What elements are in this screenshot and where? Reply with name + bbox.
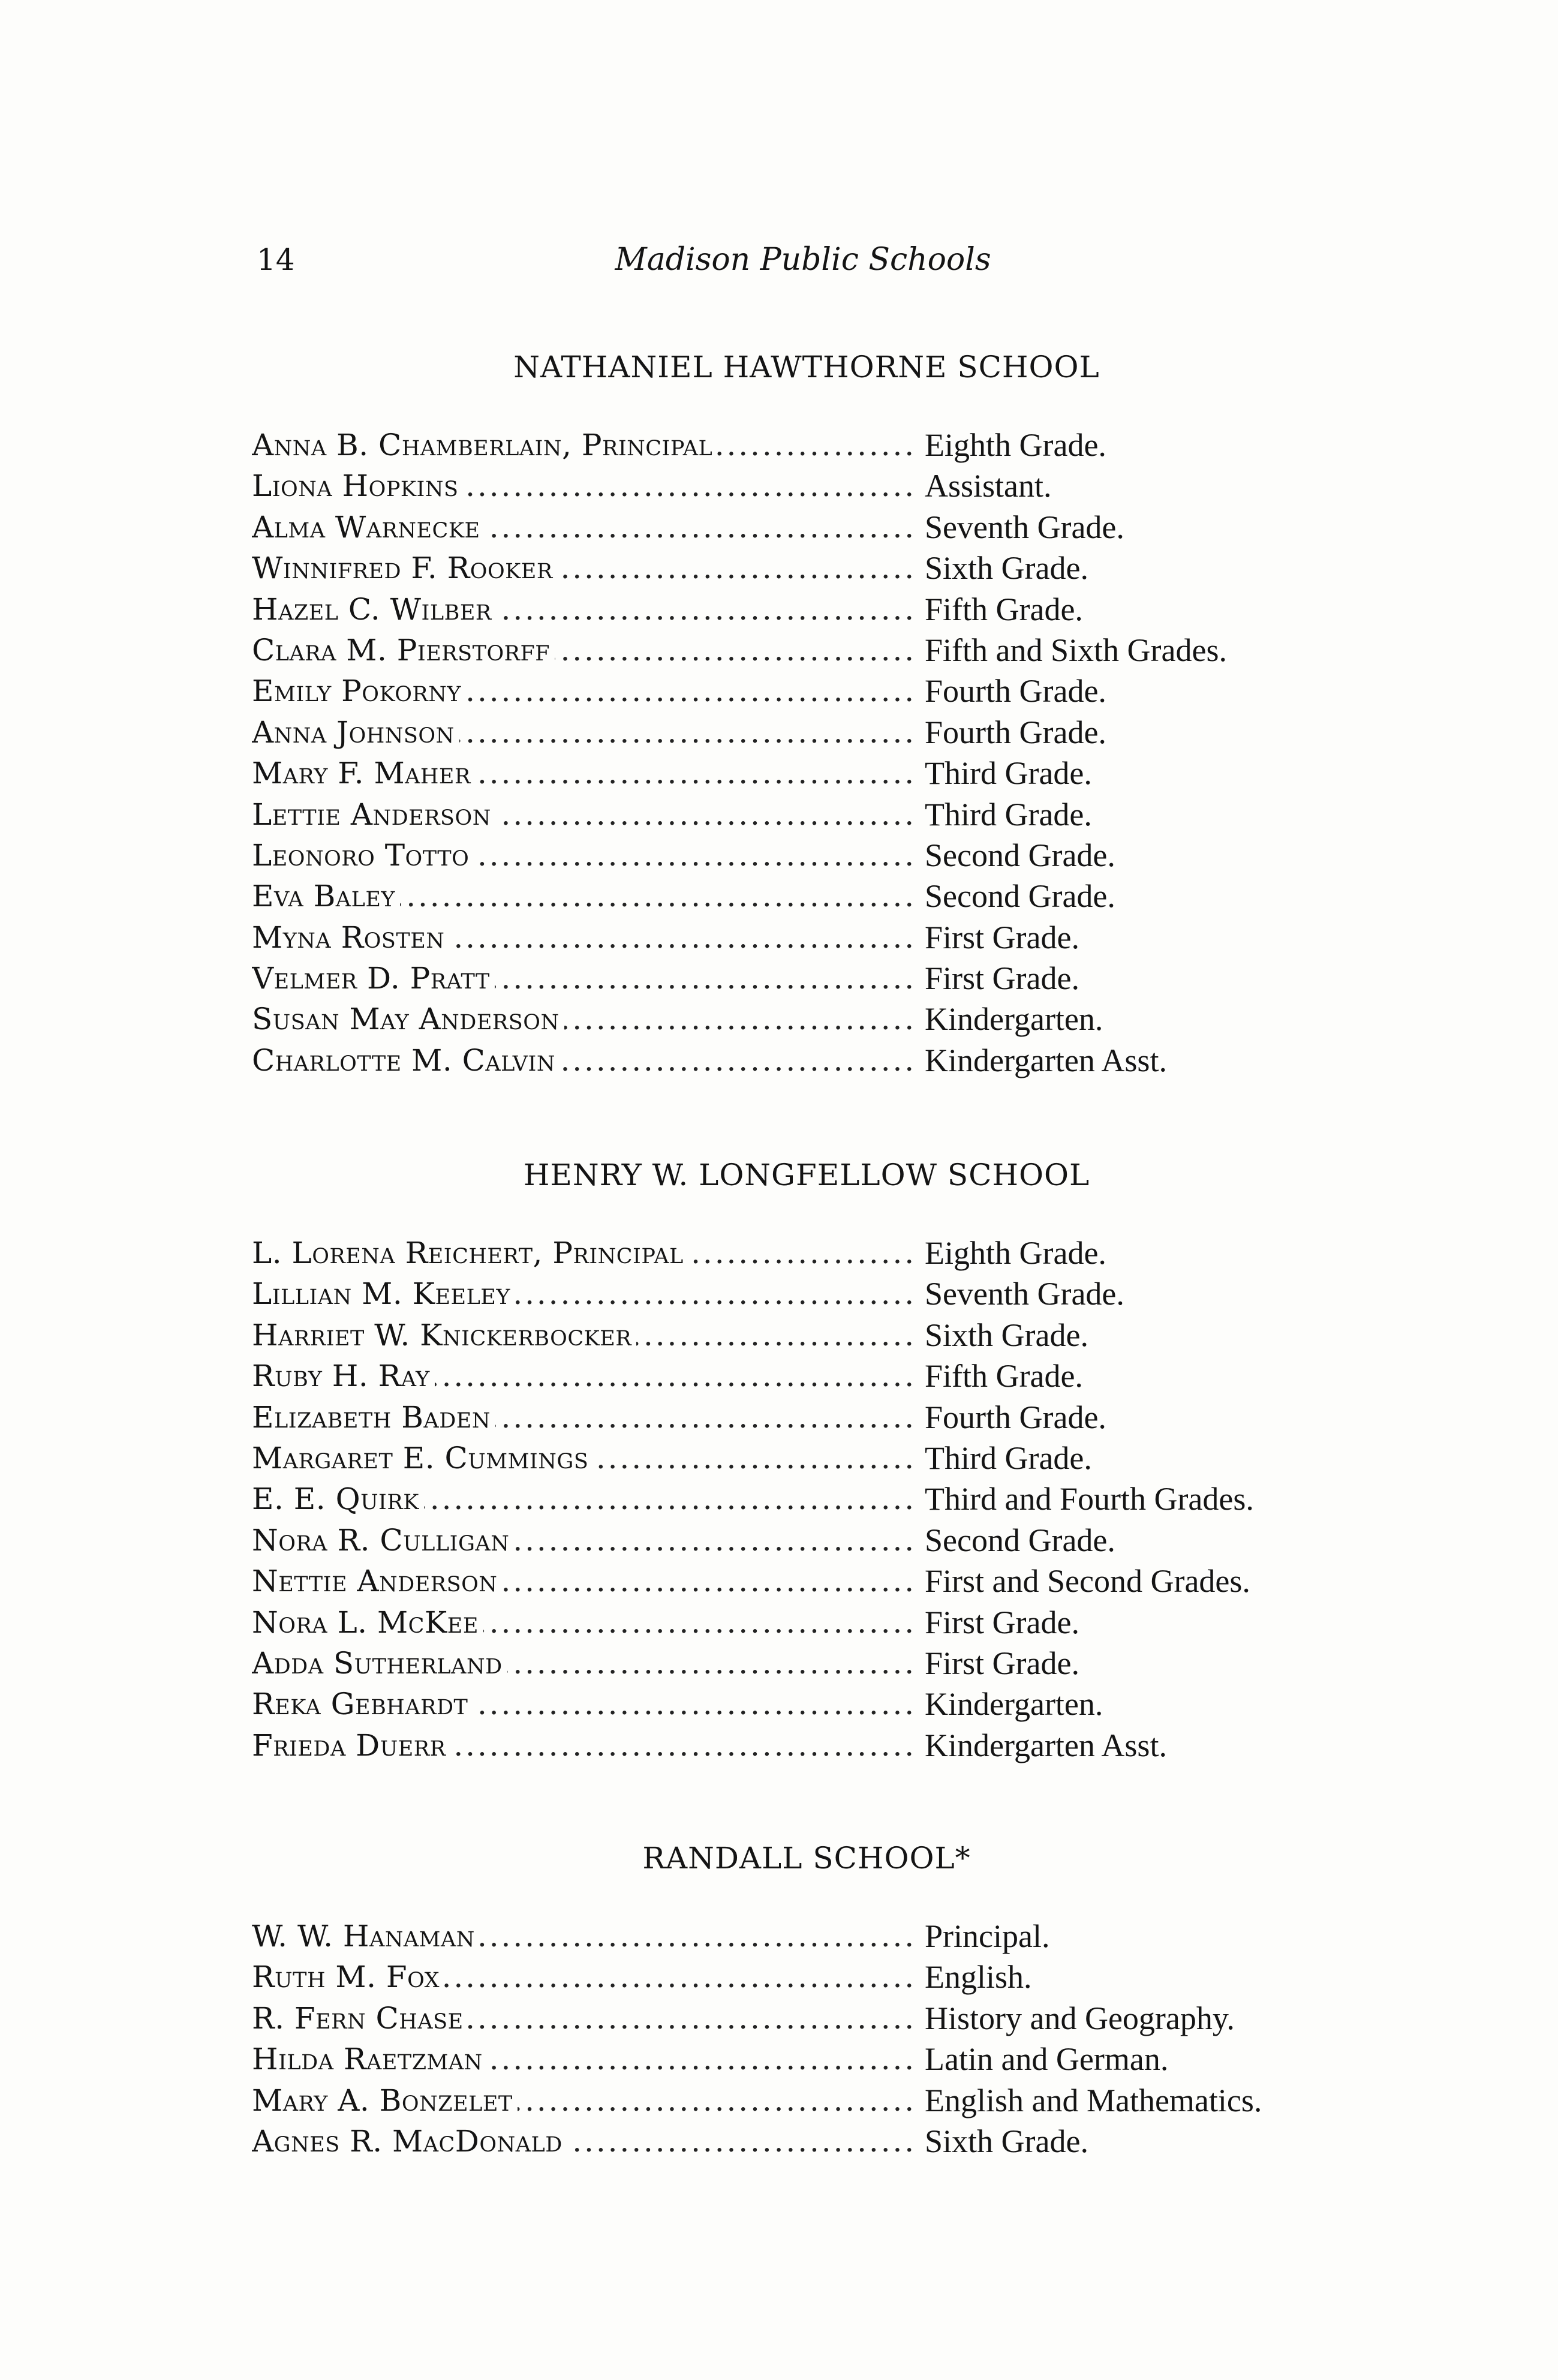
- staff-name-cell: [252, 1520, 919, 1561]
- staff-name: Lettie Anderson: [252, 797, 496, 832]
- staff-assignment: Assistant.: [925, 468, 1052, 504]
- staff-assignment: History and Geography.: [925, 2000, 1235, 2036]
- staff-assignment: Sixth Grade.: [925, 2123, 1088, 2159]
- staff-name-cell: [252, 1233, 919, 1273]
- staff-row: [252, 794, 1379, 835]
- staff-assignment: Fourth Grade.: [925, 673, 1106, 710]
- staff-row: [252, 2039, 1379, 2080]
- staff-assignment: English and Mathematics.: [925, 2082, 1262, 2118]
- staff-row: [252, 671, 1379, 711]
- staff-name: Eva Baley: [252, 879, 400, 913]
- staff-row: [252, 1684, 1379, 1724]
- staff-assignment: English.: [925, 1959, 1032, 1996]
- staff-name: Hilda Raetzman: [252, 2042, 488, 2077]
- staff-name: W. W. Hanaman: [252, 1919, 480, 1954]
- staff-name: Lillian M. Keeley: [252, 1276, 515, 1311]
- staff-name: Harriet W. Knickerbocker: [252, 1318, 636, 1353]
- running-head: Madison Public Schools: [615, 242, 991, 278]
- staff-name: Elizabeth Baden: [252, 1400, 495, 1435]
- staff-name: Ruth M. Fox: [252, 1960, 444, 1994]
- staff-row: [252, 1643, 1379, 1684]
- staff-row: [252, 507, 1379, 548]
- staff-assignment: Fifth Grade.: [925, 591, 1083, 627]
- staff-row: [252, 1315, 1379, 1356]
- staff-list: [252, 1233, 1379, 1766]
- staff-assignment: Third Grade.: [925, 796, 1092, 833]
- staff-name: Anna Johnson: [252, 715, 459, 750]
- staff-name-cell: [252, 999, 919, 1039]
- staff-name: L. Lorena Reichert: [252, 1236, 533, 1270]
- staff-row: [252, 425, 1379, 465]
- staff-row: [252, 589, 1379, 630]
- staff-name: Nora R. Culligan: [252, 1523, 514, 1558]
- staff-name-cell: [252, 1561, 919, 1601]
- staff-name-cell: [252, 1479, 919, 1519]
- staff-name-cell: [252, 2080, 919, 2121]
- staff-row: [252, 1916, 1379, 1957]
- staff-assignment: First Grade.: [925, 960, 1079, 997]
- staff-assignment: Eighth Grade.: [925, 427, 1106, 463]
- staff-assignment: First Grade.: [925, 1604, 1079, 1640]
- staff-assignment: Third Grade.: [925, 1440, 1092, 1476]
- staff-name-cell: [252, 589, 919, 630]
- staff-assignment: Fifth Grade.: [925, 1358, 1083, 1395]
- staff-name: E. E. Quirk: [252, 1482, 424, 1516]
- section-title: RANDALL SCHOOL*: [642, 1841, 971, 1876]
- staff-name-cell: [252, 1397, 919, 1438]
- staff-row: [252, 835, 1379, 876]
- staff-name-cell: [252, 1315, 919, 1356]
- staff-assignment: First and Second Grades.: [925, 1563, 1250, 1600]
- staff-name-cell: [252, 2039, 919, 2080]
- staff-row: [252, 465, 1379, 506]
- staff-name: Myna Rosten: [252, 920, 449, 955]
- staff-name: Ruby H. Ray: [252, 1359, 435, 1393]
- staff-name-cell: [252, 835, 919, 876]
- staff-row: [252, 548, 1379, 588]
- staff-name-cell: [252, 1725, 919, 1766]
- staff-assignment: Fourth Grade.: [925, 1399, 1106, 1435]
- staff-assignment: Fourth Grade.: [925, 714, 1106, 750]
- staff-assignment: Kindergarten Asst.: [925, 1727, 1167, 1763]
- staff-row: [252, 1438, 1379, 1479]
- staff-assignment: First Grade.: [925, 919, 1079, 955]
- staff-name: Leonoro Totto: [252, 838, 474, 873]
- staff-assignment: Eighth Grade.: [925, 1235, 1106, 1271]
- staff-name: Anna B. Chamberlain: [252, 428, 563, 462]
- staff-row: [252, 1602, 1379, 1643]
- staff-name-cell: [252, 465, 919, 506]
- staff-name-cell: [252, 671, 919, 711]
- staff-assignment: Seventh Grade.: [925, 1276, 1124, 1312]
- staff-row: [252, 1356, 1379, 1396]
- staff-name-cell: [252, 1957, 919, 1997]
- staff-name: Hazel C. Wilber: [252, 592, 497, 627]
- staff-name-cell: [252, 876, 919, 916]
- staff-name: Frieda Duerr: [252, 1728, 451, 1763]
- section-title: HENRY W. LONGFELLOW SCHOOL: [523, 1158, 1090, 1192]
- staff-name-cell: [252, 917, 919, 958]
- staff-name-cell: [252, 712, 919, 753]
- staff-name: Velmer D. Pratt: [252, 961, 495, 996]
- staff-assignment: Kindergarten.: [925, 1001, 1103, 1038]
- staff-name-cell: [252, 1916, 919, 1957]
- staff-assignment: Fifth and Sixth Grades.: [925, 632, 1227, 668]
- staff-name-cell: [252, 2121, 919, 2162]
- staff-name: Emily Pokorny: [252, 674, 466, 708]
- staff-assignment: Second Grade.: [925, 1522, 1115, 1558]
- staff-assignment: Latin and German.: [925, 2041, 1169, 2078]
- staff-name-cell: [252, 1684, 919, 1724]
- staff-name-cell: [252, 1438, 919, 1479]
- staff-name: Reka Gebhardt: [252, 1687, 473, 1721]
- staff-assignment: Second Grade.: [925, 837, 1115, 873]
- staff-row: [252, 1561, 1379, 1601]
- staff-assignment: First Grade.: [925, 1645, 1079, 1681]
- staff-name: Nettie Anderson: [252, 1564, 502, 1598]
- staff-assignment: Seventh Grade.: [925, 509, 1124, 545]
- staff-row: [252, 753, 1379, 794]
- staff-name-cell: [252, 1356, 919, 1396]
- staff-name: Mary F. Maher: [252, 756, 476, 791]
- staff-assignment: Third Grade.: [925, 755, 1092, 792]
- staff-name: Nora L. McKee: [252, 1605, 483, 1640]
- staff-role: , Principal: [533, 1236, 688, 1270]
- staff-name: Liona Hopkins: [252, 468, 463, 503]
- staff-row: [252, 1233, 1379, 1273]
- staff-assignment: Second Grade.: [925, 878, 1115, 915]
- staff-row: [252, 630, 1379, 671]
- staff-assignment: Kindergarten Asst.: [925, 1042, 1167, 1078]
- staff-row: [252, 1520, 1379, 1561]
- staff-row: [252, 1273, 1379, 1314]
- staff-name: Charlotte M. Calvin: [252, 1043, 560, 1078]
- staff-name-cell: [252, 1602, 919, 1643]
- staff-name-cell: [252, 794, 919, 835]
- staff-name: Clara M. Pierstorff: [252, 633, 555, 668]
- staff-name: Alma Warnecke: [252, 510, 485, 545]
- staff-row: [252, 1998, 1379, 2039]
- staff-name: Winnifred F. Rooker: [252, 551, 558, 585]
- staff-name-cell: [252, 753, 919, 794]
- staff-list: [252, 425, 1379, 1081]
- staff-list: [252, 1916, 1379, 2162]
- staff-row: [252, 2121, 1379, 2162]
- staff-assignment: Sixth Grade.: [925, 550, 1088, 587]
- staff-assignment: Kindergarten.: [925, 1686, 1103, 1723]
- section-title: NATHANIEL HAWTHORNE SCHOOL: [513, 350, 1100, 384]
- staff-row: [252, 1040, 1379, 1081]
- staff-row: [252, 2080, 1379, 2121]
- staff-name: Adda Sutherland: [252, 1646, 507, 1681]
- staff-row: [252, 876, 1379, 916]
- staff-name-cell: [252, 1273, 919, 1314]
- staff-name: Mary A. Bonzelet: [252, 2083, 518, 2118]
- staff-row: [252, 1725, 1379, 1766]
- staff-row: [252, 1957, 1379, 1997]
- staff-name: R. Fern Chase: [252, 2001, 468, 2036]
- staff-name-cell: [252, 630, 919, 671]
- staff-assignment: Third and Fourth Grades.: [925, 1481, 1254, 1517]
- staff-name-cell: [252, 425, 919, 465]
- staff-row: [252, 999, 1379, 1039]
- staff-name-cell: [252, 548, 919, 588]
- staff-row: [252, 712, 1379, 753]
- staff-role: , Principal: [562, 428, 717, 462]
- staff-name-cell: [252, 958, 919, 999]
- staff-name: Susan May Anderson: [252, 1002, 564, 1036]
- page-number: 14: [257, 242, 295, 277]
- staff-row: [252, 1397, 1379, 1438]
- staff-name: Agnes R. MacDonald: [252, 2124, 567, 2159]
- staff-assignment: Principal.: [925, 1918, 1050, 1954]
- staff-name: Margaret E. Cummings: [252, 1441, 593, 1476]
- staff-name-cell: [252, 507, 919, 548]
- staff-row: [252, 917, 1379, 958]
- staff-row: [252, 1479, 1379, 1519]
- staff-name-cell: [252, 1643, 919, 1684]
- staff-row: [252, 958, 1379, 999]
- staff-name-cell: [252, 1998, 919, 2039]
- staff-name-cell: [252, 1040, 919, 1081]
- staff-assignment: Sixth Grade.: [925, 1317, 1088, 1353]
